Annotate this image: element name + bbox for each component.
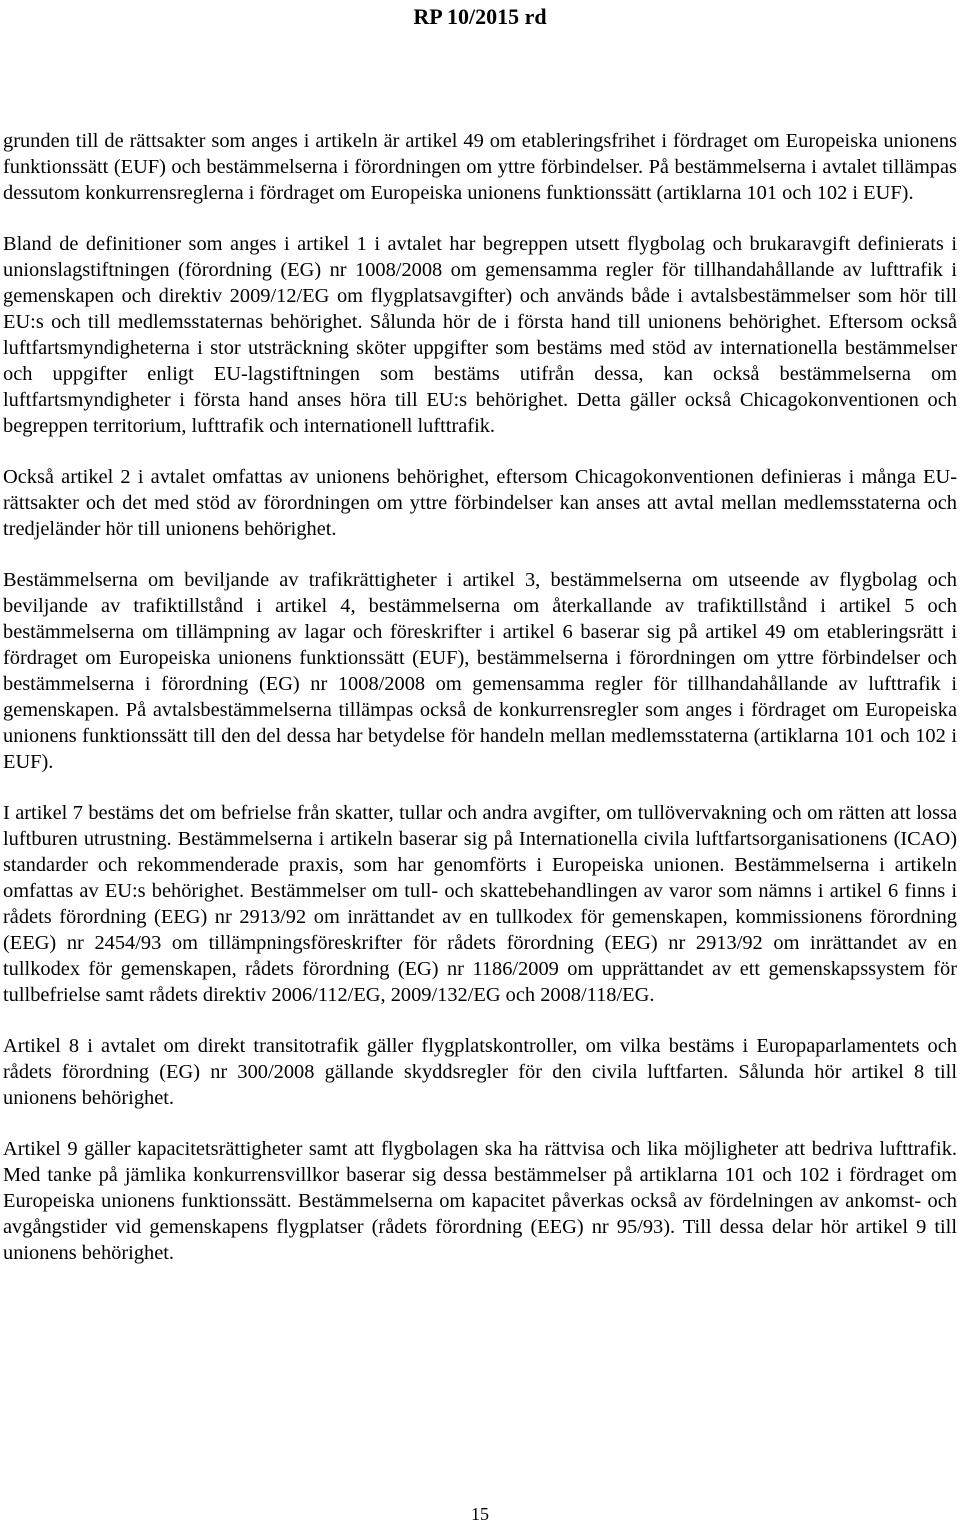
- paragraph-1: grunden till de rättsakter som anges i artikeln är artikel 49 om etableringsfrihet i fördraget om Europeiska unionens funktionssätt (EUF) och bestämmelserna i förordningen om yttre förbindelser. På bestämmelserna i avtalet tillämpas dessutom konkurrensreglerna i fördraget om Europeiska unionens funktionssätt (artiklarna 101 och 102 i EUF).: [3, 130, 957, 204]
- paragraph-4: Bestämmelserna om beviljande av trafikrättigheter i artikel 3, bestämmelserna om utseende av flygbolag och beviljande av trafiktillstånd i artikel 4, bestämmelserna om återkallande av trafiktillstånd i artikel 5 och bestämmelserna om tillämpning av lagar och föreskrifter i artikel 6 baserar sig på artikel 49 om etableringsrätt i fördraget om Europeiska unionens funktionssätt (EUF), bestämmelserna i förordningen om yttre förbindelser och bestämmelserna i förordning (EG) nr 1008/2008 om gemensamma regler för tillhandahållande av lufttrafik i gemenskapen. På avtalsbestämmelserna tillämpas också de konkurrensregler som anges i fördraget om Europeiska unionens funktionssätt till den del dessa har betydelse för handeln mellan medlemsstaterna (artiklarna 101 och 102 i EUF).: [3, 569, 957, 773]
- paragraph-7: Artikel 9 gäller kapacitetsrättigheter samt att flygbolagen ska ha rättvisa och lika möjligheter att bedriva lufttrafik. Med tanke på jämlika konkurrensvillkor baserar sig dessa bestämmelser på artiklarna 101 och 102 i fördraget om Europeiska unionens funktionssätt. Bestämmelserna om kapacitet påverkas också av fördelningen av ankomst- och avgångstider vid gemenskapens flygplatser (rådets förordning (EEG) nr 95/93). Till dessa delar hör artikel 9 till unionens behörighet.: [3, 1138, 957, 1264]
- document-header: RP 10/2015 rd: [413, 4, 547, 29]
- document-body: [3, 128, 957, 1266]
- paragraph-3: Också artikel 2 i avtalet omfattas av unionens behörighet, eftersom Chicagokonventionen definieras i många EU-rättsakter och det med stöd av förordningen om yttre förbindelser kan anses att avtal mellan medlemsstaterna och tredjeländer hör till unionens behörighet.: [3, 466, 957, 540]
- paragraph-6: Artikel 8 i avtalet om direkt transitotrafik gäller flygplatskontroller, om vilka bestäms i Europaparlamentets och rådets förordning (EG) nr 300/2008 gällande skyddsregler för den civila luftfarten. Sålunda hör artikel 8 till unionens behörighet.: [3, 1035, 957, 1109]
- paragraph-5: I artikel 7 bestäms det om befrielse från skatter, tullar och andra avgifter, om tullövervakning och om rätten att lossa luftburen utrustning. Bestämmelserna i artikeln baserar sig på Internationella civila luftfartsorganisationens (ICAO) standarder och rekommenderade praxis, som har genomförts i Europeiska unionen. Bestämmelserna i artikeln omfattas av EU:s behörighet. Bestämmelser om tull- och skattebehandlingen av varor som nämns i artikel 6 finns i rådets förordning (EEG) nr 2913/92 om inrättandet av en tullkodex för gemenskapen, kommissionens förordning (EEG) nr 2454/93 om tillämpningsföreskrifter för rådets förordning (EEG) nr 2913/92 om inrättandet av en tullkodex för gemenskapen, rådets förordning (EG) nr 1186/2009 om upprättandet av ett gemenskapssystem för tullbefrielse samt rådets direktiv 2006/112/EG, 2009/132/EG och 2008/118/EG.: [3, 802, 957, 1006]
- paragraph-2: Bland de definitioner som anges i artikel 1 i avtalet har begreppen utsett flygbolag och brukaravgift definierats i unionslagstiftningen (förordning (EG) nr 1008/2008 om gemensamma regler för tillhandahållande av lufttrafik i gemenskapen och direktiv 2009/12/EG om flygplatsavgifter) och används både i avtalsbestämmelser som hör till EU:s och till medlemsstaternas behörighet. Sålunda hör de i första hand till unionens behörighet. Eftersom också luftfartsmyndigheterna i stor utsträckning sköter uppgifter som bestäms med stöd av internationella bestämmelser och uppgifter enligt EU-lagstiftningen som bestäms utifrån dessa, kan också bestämmelserna om luftfartsmyndigheter i första hand anses höra till EU:s behörighet. Detta gäller också Chicagokonventionen och begreppen territorium, lufttrafik och internationell lufttrafik.: [3, 233, 957, 437]
- page-number: 15: [471, 1504, 489, 1524]
